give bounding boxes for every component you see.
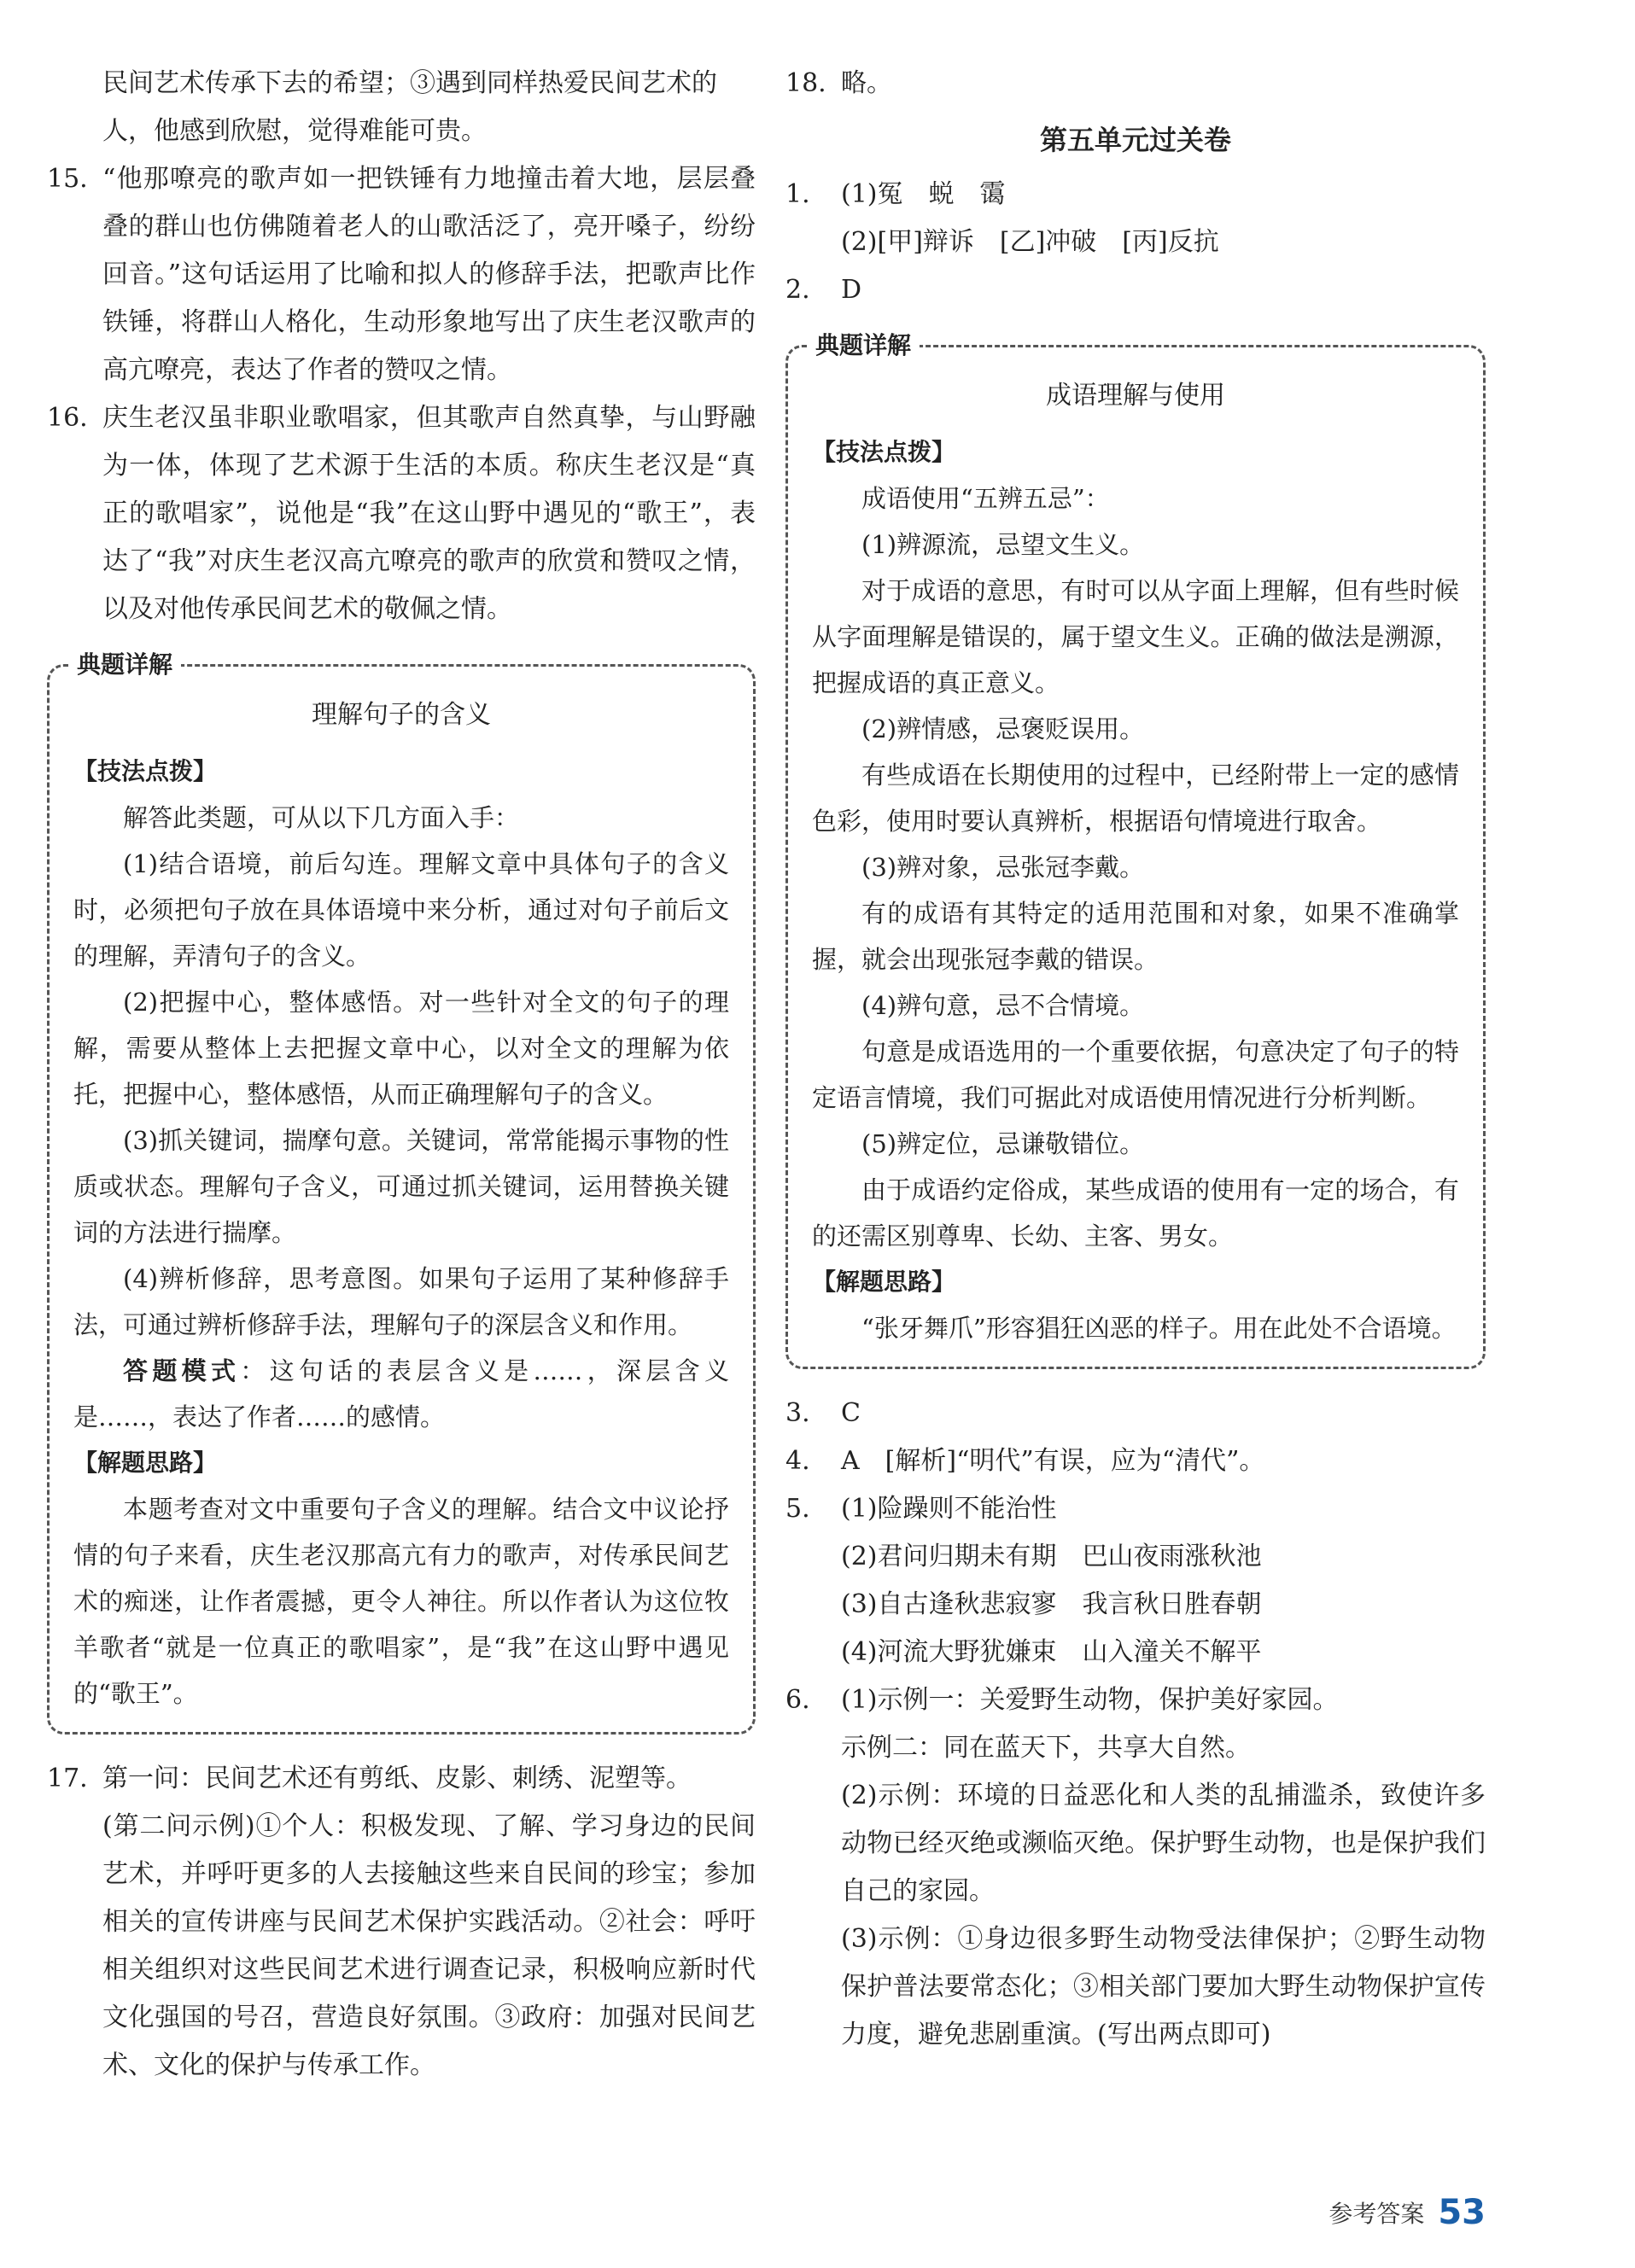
box-paragraph: (5)辨定位，忌谦敬错位。 [861, 1129, 1145, 1158]
box-title: 理解句子的含义 [312, 700, 491, 730]
answer-2 [785, 266, 1486, 314]
box-paragraph: (4)辨析修辞，思考意图。如果句子运用了某种修辞手法，可通过辨析修辞手法，理解句子的深层含义和作用。 [73, 1264, 729, 1339]
answer-text: (2)[甲]辩诉 [乙]冲破 [丙]反抗 [841, 227, 1219, 257]
right-column [785, 60, 1486, 2059]
answer-number: 2. [785, 275, 810, 305]
answer-number: 1. [785, 179, 810, 209]
answer-text: (1)示例一：关爱野生动物，保护美好家园。 [841, 1685, 1339, 1715]
footer-label: 参考答案 [1328, 2200, 1425, 2228]
box-paragraph: (2)把握中心，整体感悟。对一些针对全文的句子的理解，需要从整体上去把握文章中心，以对全文的理解为依托，把握中心，整体感悟，从而正确理解句子的含义。 [73, 988, 729, 1109]
method-label: 【技法点拨】 [812, 438, 956, 466]
box-paragraph: (1)结合语境，前后勾连。理解文章中具体句子的含义时，必须把句子放在具体语境中来分析，通过对句子前后文的理解，弄清句子的含义。 [73, 849, 729, 971]
answer-body [102, 1755, 756, 2090]
answer-14-continuation [47, 60, 756, 155]
answer-pattern-label: 答题模式 [123, 1356, 241, 1385]
answer-text: D [841, 275, 862, 305]
answer-text: (4)河流大野犹嫌束 山入潼关不解平 [841, 1637, 1262, 1667]
answer-text: (3)示例：①身边很多野生动物受法律保护；②野生动物保护普法要常态化；③相关部门要加大野生动物保护宣传力度，避免悲剧重演。(写出两点即可) [841, 1924, 1486, 2049]
answer-number: 18. [785, 68, 826, 98]
answer-text: (1)险躁则不能治性 [841, 1494, 1057, 1524]
answer-body [841, 1485, 1486, 1676]
answer-number: 16. [47, 403, 88, 433]
answer-15 [47, 155, 756, 394]
box-paragraph: 解答此类题，可从以下几方面入手： [123, 803, 520, 832]
box-paragraph: (2)辨情感，忌褒贬误用。 [861, 714, 1145, 743]
answer-6 [785, 1676, 1486, 2059]
explanation-box-sentence-meaning [47, 650, 756, 1735]
box-paragraph: 有的成语有其特定的适用范围和对象，如果不准确掌握，就会出现张冠李戴的错误。 [812, 899, 1459, 974]
continuation-line-1: 民间艺术传承下去的希望；③遇到同样热爱民间艺术的 [102, 68, 717, 98]
answer-text: 第一问：民间艺术还有剪纸、皮影、刺绣、泥塑等。 [102, 1764, 692, 1793]
box-paragraph: 本题考查对文中重要句子含义的理解。结合文中议论抒情的句子来看，庆生老汉那高亢有力的歌声，对传承民间艺术的痴迷，让作者震撼，更令人神往。所以作者认为这位牧羊歌者“就是一位真正的歌唱家”，是“我”在这山野中遇见的“歌王”。 [73, 1495, 729, 1708]
answer-16 [47, 394, 756, 633]
answer-number: 4. [785, 1446, 810, 1476]
box-paragraph: 句意是成语选用的一个重要依据，句意决定了句子的特定语言情境，我们可据此对成语使用情况进行分析判断。 [812, 1037, 1459, 1112]
box-paragraph: 成语使用“五辨五忌”： [861, 484, 1110, 513]
idea-label: 【解题思路】 [73, 1449, 218, 1477]
box-paragraph: (4)辨句意，忌不合情境。 [861, 991, 1145, 1020]
idea-label: 【解题思路】 [812, 1268, 956, 1296]
answer-text: C [841, 1398, 861, 1428]
answer-pattern-text: ：这句话的表层含义是……，深层含义是……，表达了作者……的感情。 [73, 1356, 729, 1431]
answer-number: 15. [47, 164, 88, 194]
page-number: 53 [1438, 2193, 1486, 2232]
box-paragraph: 有些成语在长期使用的过程中，已经附带上一定的感情色彩，使用时要认真辨析，根据语句情境进行取舍。 [812, 761, 1459, 836]
answer-pattern [73, 1348, 729, 1440]
answer-18 [785, 60, 1486, 108]
answer-text: (第二问示例)①个人：积极发现、了解、学习身边的民间艺术，并呼吁更多的人去接触这些来自民间的珍宝；参加相关的宣传讲座与民间艺术保护实践活动。②社会：呼吁相关组织对这些民间艺术进行调查记录，积极响应新时代文化强国的号召，营造良好氛围。③政府：加强对民间艺术、文化的保护与传承工作。 [102, 1811, 756, 2080]
box-paragraph: (1)辨源流，忌望文生义。 [861, 530, 1145, 559]
answer-text: “他那嘹亮的歌声如一把铁锤有力地撞击着大地，层层叠叠的群山也仿佛随着老人的山歌活泛了，亮开嗓子，纷纷回音。”这句话运用了比喻和拟人的修辞手法，把歌声比作铁锤，将群山人格化，生动形象地写出了庆生老汉歌声的高亢嘹亮，表达了作者的赞叹之情。 [102, 164, 756, 385]
answer-text: 示例二：同在蓝天下，共享大自然。 [841, 1733, 1251, 1763]
answer-text: (2)君问归期未有期 巴山夜雨涨秋池 [841, 1542, 1262, 1571]
answer-text: A [解析]“明代”有误，应为“清代”。 [841, 1446, 1265, 1476]
answer-4 [785, 1437, 1486, 1485]
answer-17 [47, 1755, 756, 2090]
box-tag: 典题详解 [68, 650, 181, 680]
box-paragraph: (3)抓关键词，揣摩句意。关键词，常常能揭示事物的性质或状态。理解句子含义，可通过抓关键词，运用替换关键词的方法进行揣摩。 [73, 1126, 729, 1247]
answer-text: 略。 [841, 68, 892, 98]
explanation-box-idioms [785, 331, 1486, 1369]
answer-body [841, 171, 1486, 266]
box-paragraph: (3)辨对象，忌张冠李戴。 [861, 853, 1145, 882]
answer-number: 5. [785, 1494, 810, 1524]
answer-text: (3)自古逢秋悲寂寥 我言秋日胜春朝 [841, 1589, 1262, 1619]
answer-body [841, 1676, 1486, 2059]
method-label: 【技法点拨】 [73, 757, 218, 785]
answer-number: 6. [785, 1685, 810, 1715]
left-column [47, 60, 756, 2090]
answer-5 [785, 1485, 1486, 1676]
answer-3 [785, 1390, 1486, 1437]
answer-number: 17. [47, 1764, 88, 1793]
box-paragraph: 由于成语约定俗成，某些成语的使用有一定的场合，有的还需区别尊卑、长幼、主客、男女。 [812, 1175, 1459, 1251]
unit-title: 第五单元过关卷 [1039, 124, 1231, 156]
continuation-line-2: 人，他感到欣慰，觉得难能可贵。 [102, 116, 487, 146]
box-tag: 典题详解 [807, 330, 920, 361]
page-footer [1328, 2193, 1486, 2232]
box-paragraph: “张牙舞爪”形容猖狂凶恶的样子。用在此处不合语境。 [861, 1314, 1457, 1343]
answer-text: (2)示例：环境的日益恶化和人类的乱捕滥杀，致使许多动物已经灭绝或濒临灭绝。保护野生动物，也是保护我们自己的家园。 [841, 1781, 1486, 1906]
answer-number: 3. [785, 1398, 810, 1428]
box-paragraph: 对于成语的意思，有时可以从字面上理解，但有些时候从字面理解是错误的，属于望文生义。正确的做法是溯源，把握成语的真正意义。 [812, 576, 1459, 697]
answer-text: 庆生老汉虽非职业歌唱家，但其歌声自然真挚，与山野融为一体，体现了艺术源于生活的本质。称庆生老汉是“真正的歌唱家”，说他是“我”在这山野中遇见的“歌王”，表达了“我”对庆生老汉高亢嘹亮的歌声的欣赏和赞叹之情，以及对他传承民间艺术的敬佩之情。 [102, 403, 756, 624]
box-title: 成语理解与使用 [1046, 381, 1225, 411]
answer-1 [785, 171, 1486, 266]
answer-text: (1)冤 蜕 霭 [841, 179, 1006, 209]
